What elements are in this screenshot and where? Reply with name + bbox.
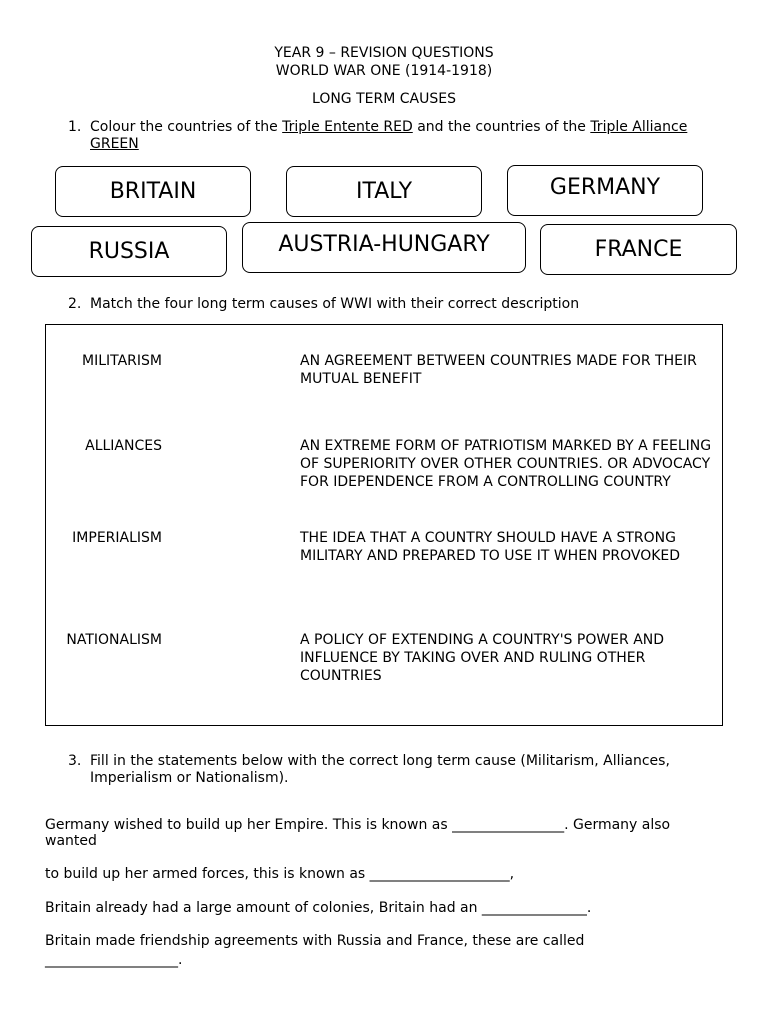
section-heading: LONG TERM CAUSES (312, 91, 456, 107)
triple-entente-label: Triple Entente RED (282, 119, 413, 135)
statement-colonies[interactable] (45, 900, 725, 916)
question-number: 3. (68, 753, 82, 769)
country-box-france[interactable] (540, 224, 737, 275)
worksheet-title: YEAR 9 – REVISION QUESTIONS (274, 45, 494, 61)
question-line: Fill in the statements below with the correct long term cause (Militarism, Alliances, (90, 753, 670, 769)
description-line: MILITARY AND PREPARED TO USE IT WHEN PROVOKED (300, 548, 681, 564)
description-line: OF SUPERIORITY OVER OTHER COUNTRIES. OR ADVOCACY (300, 456, 711, 472)
country-label: FRANCE (594, 237, 683, 262)
country-box-italy[interactable] (286, 166, 482, 217)
term-militarism[interactable]: MILITARISM (81, 353, 162, 369)
statement-line: Britain already had a large amount of colonies, Britain had an _______________. (45, 900, 592, 916)
statement-line: wanted (45, 833, 97, 849)
country-label: RUSSIA (88, 239, 170, 264)
triple-alliance-label-cont: GREEN (90, 136, 139, 152)
statement-line: ___________________. (45, 952, 183, 968)
statement-line: Germany wished to build up her Empire. This is known as ________________. Germany also (45, 817, 671, 833)
country-label: BRITAIN (109, 179, 197, 204)
statement-armed-forces[interactable] (45, 866, 725, 882)
description-patriotism[interactable] (300, 437, 720, 491)
question-text: Colour the countries of the (90, 119, 283, 135)
description-military[interactable] (300, 529, 720, 565)
description-line: MUTUAL BENEFIT (300, 371, 422, 387)
description-agreement[interactable] (300, 352, 720, 388)
country-box-germany[interactable] (507, 165, 703, 216)
description-line: INFLUENCE BY TAKING OVER AND RULING OTHER (300, 650, 646, 666)
country-box-russia[interactable] (31, 226, 227, 277)
statement-empire[interactable] (45, 817, 725, 849)
question-number: 2. (68, 296, 82, 312)
question-2-text: Match the four long term causes of WWI with their correct description (90, 296, 580, 312)
country-label: GERMANY (549, 175, 661, 200)
statement-line: Britain made friendship agreements with Russia and France, these are called (45, 933, 585, 949)
question-text: and the countries of the (412, 119, 591, 135)
description-line: COUNTRIES (300, 668, 382, 684)
country-box-britain[interactable] (55, 166, 251, 217)
question-number: 1. (68, 119, 82, 135)
question-2 (68, 296, 708, 314)
worksheet-subtitle: WORLD WAR ONE (1914-1918) (275, 63, 493, 79)
description-line: FOR IDEPENDENCE FROM A CONTROLLING COUNTRY (300, 474, 671, 490)
question-3 (68, 753, 708, 789)
description-empire[interactable] (300, 631, 720, 685)
term-imperialism[interactable]: IMPERIALISM (72, 530, 162, 546)
description-line: THE IDEA THAT A COUNTRY SHOULD HAVE A STRONG (300, 530, 676, 546)
statement-line: to build up her armed forces, this is known as ____________________, (45, 866, 515, 882)
question-3-text (90, 753, 700, 787)
question-line: Imperialism or Nationalism). (90, 770, 289, 786)
term-nationalism[interactable]: NATIONALISM (66, 632, 162, 648)
country-label: AUSTRIA-HUNGARY (278, 232, 490, 257)
description-line: AN AGREEMENT BETWEEN COUNTRIES MADE FOR THEIR (300, 353, 697, 369)
question-1 (68, 119, 708, 155)
term-alliances[interactable]: ALLIANCES (85, 438, 162, 454)
statement-friendship[interactable] (45, 933, 725, 968)
question-1-text (90, 119, 700, 153)
description-line: A POLICY OF EXTENDING A COUNTRY'S POWER AND (300, 632, 665, 648)
description-line: AN EXTREME FORM OF PATRIOTISM MARKED BY A FEELING (300, 438, 712, 454)
triple-alliance-label: Triple Alliance (590, 119, 688, 135)
country-label: ITALY (355, 179, 413, 204)
country-box-austria-hungary[interactable] (242, 222, 526, 273)
